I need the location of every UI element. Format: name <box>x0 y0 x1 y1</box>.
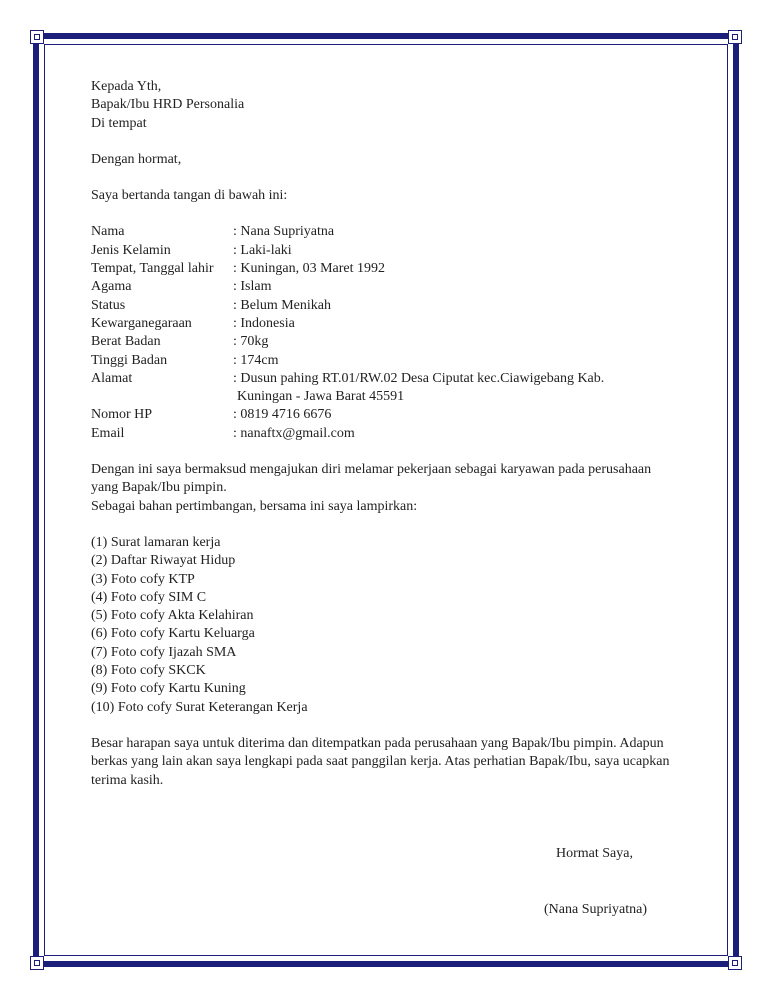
biodata-row <box>91 406 691 424</box>
biodata-row <box>91 260 691 278</box>
biodata-row <box>91 425 691 443</box>
attachment-item: (10) Foto cofy Surat Keterangan Kerja <box>91 699 308 715</box>
biodata-label: Jenis Kelamin <box>91 242 171 258</box>
biodata-label: Kewarganegaraan <box>91 315 192 331</box>
biodata-label: Alamat <box>91 370 133 386</box>
biodata-row <box>91 223 691 241</box>
biodata-table <box>91 223 691 443</box>
border-rule <box>37 30 38 970</box>
biodata-value: : nanaftx@gmail.com <box>233 425 355 441</box>
biodata-value: : 0819 4716 6676 <box>233 407 332 423</box>
biodata-value: : Islam <box>233 279 272 295</box>
signature-name: (Nana Supriyatna) <box>544 902 648 917</box>
biodata-label: Berat Badan <box>91 334 161 350</box>
biodata-value: : 70kg <box>233 334 269 350</box>
corner-ornament <box>728 30 742 44</box>
biodata-row <box>91 315 691 333</box>
biodata-label: Nama <box>91 224 125 240</box>
biodata-row <box>91 370 691 388</box>
attachment-item: (3) Foto cofy KTP <box>91 571 195 587</box>
biodata-label: Tinggi Badan <box>91 352 168 368</box>
biodata-value: : Belum Menikah <box>233 297 331 313</box>
attachment-item: (9) Foto cofy Kartu Kuning <box>91 681 246 697</box>
purpose-paragraph: Dengan ini saya bermaksud mengajukan diri melamar pekerjaan sebagai karyawan pada perusahaan yang Bapak/Ibu pimpin. <box>91 462 652 496</box>
biodata-label: Agama <box>91 279 132 295</box>
corner-ornament <box>728 956 742 970</box>
biodata-value: : Nana Supriyatna <box>233 224 335 240</box>
closing-paragraph: Besar harapan saya untuk diterima dan ditempatkan pada perusahaan yang Bapak/Ibu pimpin. Adapun berkas yang lain akan saya lengkapi pada saat panggilan kerja. Atas perhatian Bapak/Ibu, saya ucapkan terima kasih. <box>91 735 670 788</box>
attachment-item: (2) Daftar Riwayat Hidup <box>91 553 236 569</box>
biodata-label: Email <box>91 425 125 441</box>
recipient-line: Kepada Yth, <box>91 79 162 94</box>
attachment-item: (6) Foto cofy Kartu Keluarga <box>91 626 255 642</box>
attachment-item: (4) Foto cofy SIM C <box>91 589 207 605</box>
biodata-row <box>91 297 691 315</box>
greeting: Dengan hormat, <box>91 151 182 167</box>
border-rule <box>734 30 735 970</box>
closing-salutation: Hormat Saya, <box>556 846 633 861</box>
biodata-row <box>91 278 691 296</box>
biodata-value: : Laki-laki <box>233 242 292 258</box>
biodata-value: : Dusun pahing RT.01/RW.02 Desa Ciputat kec.Ciawigebang Kab. <box>233 370 605 386</box>
attachment-intro: Sebagai bahan pertimbangan, bersama ini saya lampirkan: <box>91 498 418 514</box>
biodata-value: : 174cm <box>233 352 279 368</box>
intro-text: Saya bertanda tangan di bawah ini: <box>91 188 288 204</box>
biodata-value-continuation: Kuningan - Jawa Barat 45591 <box>237 389 405 405</box>
biodata-row <box>91 242 691 260</box>
attachment-item: (1) Surat lamaran kerja <box>91 534 221 550</box>
recipient-line: Bapak/Ibu HRD Personalia <box>91 97 245 113</box>
border-rule <box>30 37 742 38</box>
attachment-item: (7) Foto cofy Ijazah SMA <box>91 644 237 660</box>
corner-ornament <box>30 30 44 44</box>
biodata-row <box>91 352 691 370</box>
biodata-value: : Kuningan, 03 Maret 1992 <box>233 261 386 277</box>
biodata-value: : Indonesia <box>233 315 295 331</box>
biodata-label: Status <box>91 297 126 313</box>
border-rule <box>30 962 742 963</box>
corner-ornament <box>30 956 44 970</box>
letter-body <box>91 78 691 790</box>
biodata-label: Nomor HP <box>91 407 153 423</box>
recipient-block <box>91 78 691 133</box>
attachment-item: (8) Foto cofy SKCK <box>91 663 206 679</box>
attachment-list <box>91 534 691 717</box>
biodata-label: Tempat, Tanggal lahir <box>91 261 214 277</box>
recipient-line: Di tempat <box>91 115 147 131</box>
attachment-item: (5) Foto cofy Akta Kelahiran <box>91 608 254 624</box>
biodata-row <box>91 333 691 351</box>
